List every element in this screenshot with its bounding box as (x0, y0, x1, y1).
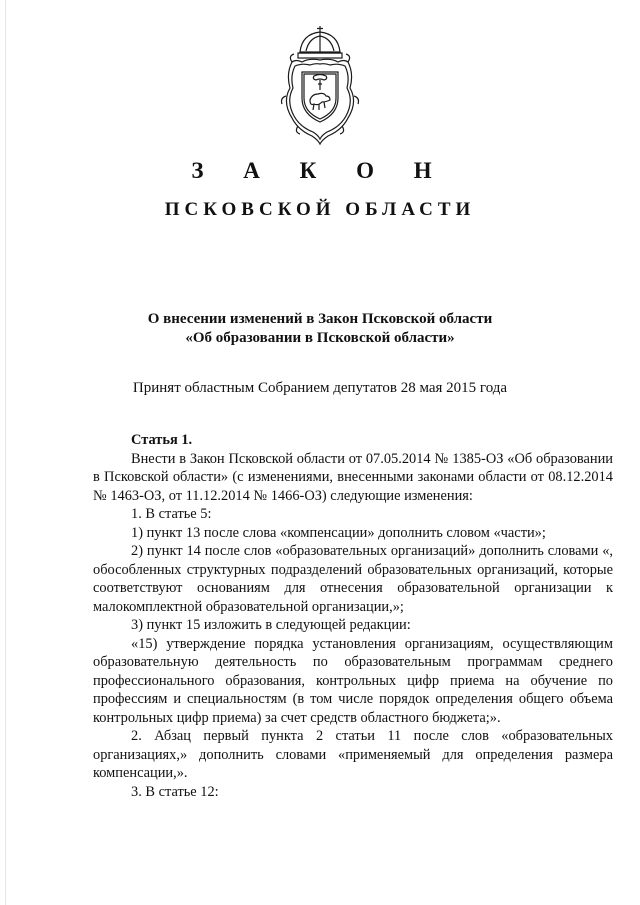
law-subject (0, 310, 640, 348)
pskov-coat-of-arms-icon (262, 26, 378, 146)
article-heading: Статья 1. (131, 432, 193, 448)
law-subject-line-2: «Об образовании в Псковской области» (185, 330, 455, 346)
paragraph: 1. В статье 5: (131, 506, 212, 522)
paragraph: Внести в Закон Псковской области от 07.05.2014 № 1385-ОЗ «Об образовании в Псковской области» (с изменениями, внесенными законами области от 08.12.2014 № 1463-ОЗ, от 11.12.2014 № 1466-ОЗ) следующие изменения: (93, 450, 613, 504)
scan-edge-line (5, 0, 6, 905)
paragraph: 1) пункт 13 после слова «компенсации» дополнить словом «части»; (131, 524, 546, 541)
paragraph: 3. В статье 12: (131, 783, 219, 800)
law-subject-line-1: О внесении изменений в Закон Псковской области (147, 311, 493, 327)
law-body (93, 431, 613, 801)
law-title: З А К О Н (191, 158, 449, 183)
adoption-date-line: Принят областным Собранием депутатов 28 мая 2015 года (132, 380, 508, 396)
law-region: ПСКОВСКОЙ ОБЛАСТИ (164, 199, 476, 220)
paragraph: 2) пункт 14 после слов «образовательных организаций» дополнить словами «, обособленных структурных подразделений образовательных организаций, которые соответствуют основаниям для отнесения образовательной организации к малокомплектной образовательной организации,»; (93, 543, 613, 615)
paragraph: «15) утверждение порядка установления организациям, осуществляющим образовательную деятельность по образовательным программам среднего профессионального образования, контрольных цифр приема на обучение по профессиям и специальностям (в том числе порядок определения общего объема контрольных цифр приема) за счет средств областного бюджета;». (93, 635, 613, 726)
paragraph: 2. Абзац первый пункта 2 статьи 11 после слов «образовательных организациях,» дополнить словами «применяемый для определения размера компенсации,». (93, 728, 613, 781)
paragraph: 3) пункт 15 изложить в следующей редакции: (131, 617, 411, 633)
